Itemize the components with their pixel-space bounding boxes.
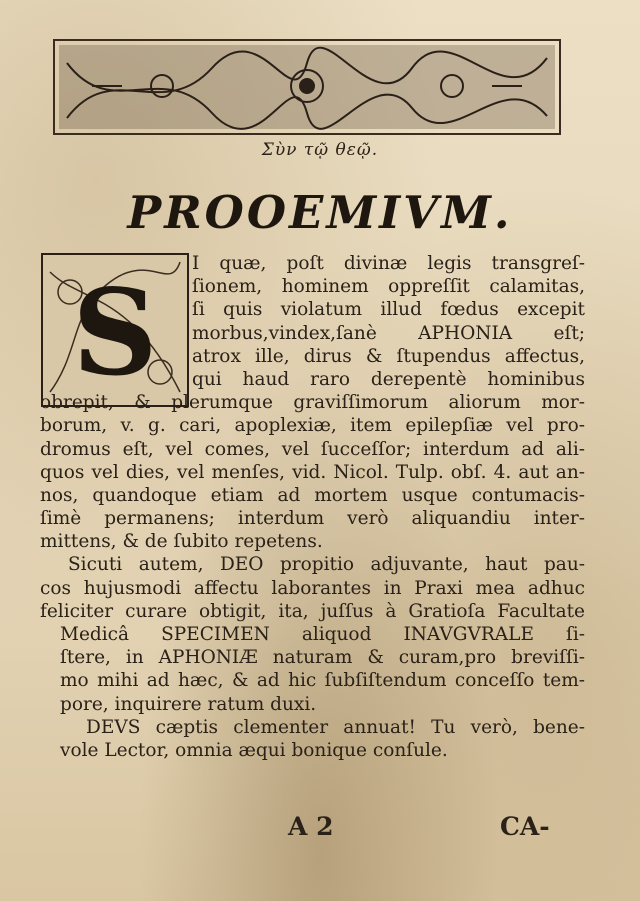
page-footer xyxy=(0,812,640,852)
text-line: I quæ, poſt divinæ legis transgreſ- xyxy=(192,253,585,274)
catchword: CA- xyxy=(500,812,550,841)
body-text xyxy=(40,252,585,762)
text-line: ſi quis violatum illud fœdus excepit xyxy=(192,299,585,321)
ornamental-headpiece xyxy=(52,38,562,136)
text-line: vole Lector, omnia æqui bonique conſule. xyxy=(60,739,448,761)
text-line: ſimè permanens; interdum verò aliquandiu inter- xyxy=(40,508,585,530)
drop-cap-letter: S xyxy=(72,263,158,402)
text-line: mittens, & de ſubito repetens. xyxy=(40,531,323,553)
invocation: Σὺν τῷ θεῷ. xyxy=(261,140,379,160)
text-line: morbus,vindex,ſanè APHONIA eſt; xyxy=(192,322,585,344)
text-line: pore, inquirere ratum duxi. xyxy=(60,693,317,715)
text-line: quos vel dies, vel menſes, vid. Nicol. Tulp. obſ. 4. aut an- xyxy=(40,461,585,483)
text-line: atrox ille, dirus & ſtupendus affectus, xyxy=(192,345,585,367)
text-line: DEVS cæptis clementer annuat! Tu verò, bene- xyxy=(86,716,585,738)
text-line: feliciter curare obtigit, ita, juſſus à Gratioſa Facultate xyxy=(40,600,585,622)
text-line: ſtere, in APHONIÆ naturam & curam,pro breviſſi- xyxy=(60,647,585,669)
signature-mark: A 2 xyxy=(288,812,334,841)
text-line: obrepit, & plerumque graviſſimorum aliorum mor- xyxy=(40,392,585,414)
text-line: qui haud raro derepentè hominibus xyxy=(192,368,585,390)
page-title: PROOEMIVM. xyxy=(127,186,513,239)
text-line: ſionem, hominem oppreſſit calamitas, xyxy=(192,276,585,298)
text-line: mo mihi ad hæc, & ad hic ſubſiſtendum conceſſo tem- xyxy=(60,670,585,692)
text-line: nos, quandoque etiam ad mortem usque contumacis- xyxy=(40,484,585,506)
text-line: Medicâ SPECIMEN aliquod INAVGVRALE ſi- xyxy=(60,624,585,645)
text-line: borum, v. g. cari, apoplexiæ, item epilepſiæ vel pro- xyxy=(40,415,585,437)
text-line: Sicuti autem, DEO propitio adjuvante, haut pau- xyxy=(68,554,585,576)
text-line: cos hujusmodi affectu laborantes in Praxi mea adhuc xyxy=(40,577,585,599)
text-line: dromus eſt, vel comes, vel ſucceſſor; interdum ad ali- xyxy=(40,438,585,460)
